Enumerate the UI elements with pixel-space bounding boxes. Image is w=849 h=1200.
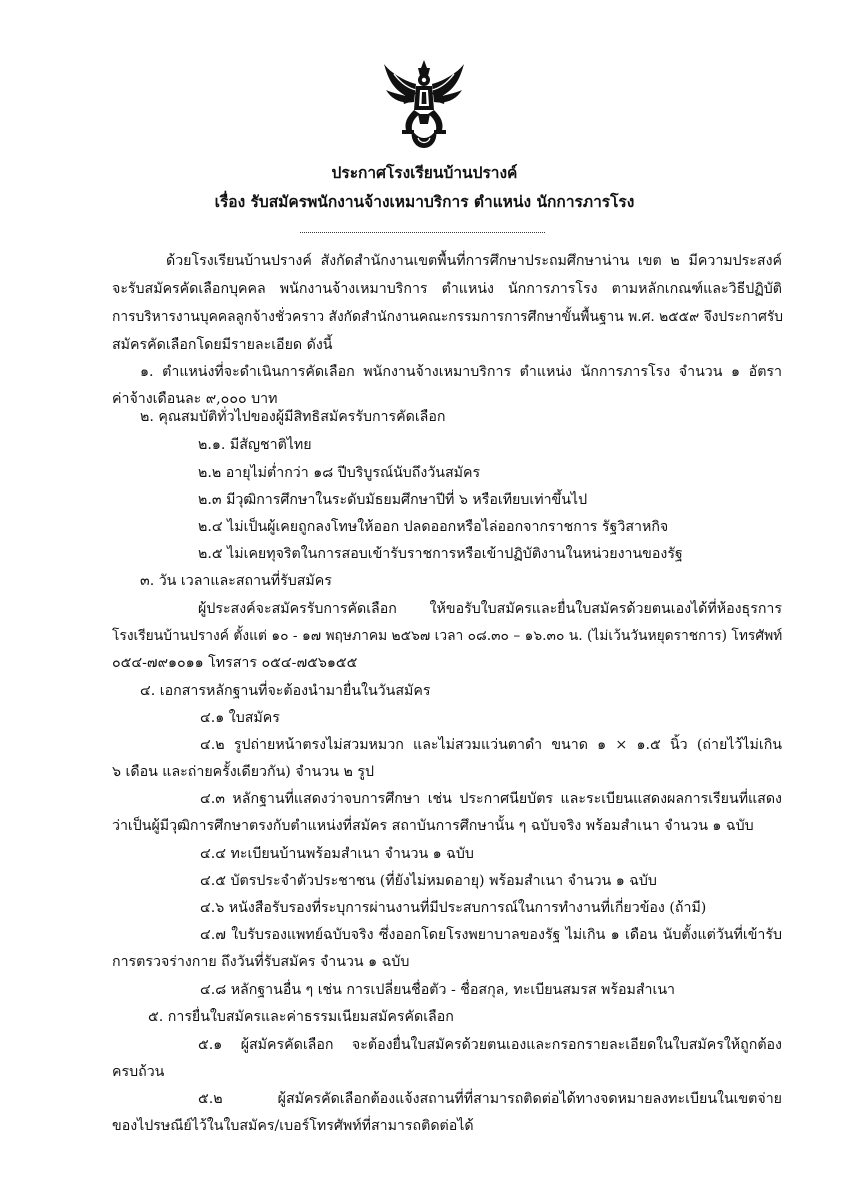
section-3-line-1: ผู้ประสงค์จะสมัครรับการคัดเลือก ให้ขอรับใบสมัครและยื่นใบสมัครด้วยตนเองได้ที่ห้องธุรการ	[198, 601, 782, 617]
section-4-item-2-line-1: ๔.๒ รูปถ่ายหน้าตรงไม่สวมหมวก และไม่สวมแว่นตาดำ ขนาด ๑ × ๑.๕ นิ้ว (ถ่ายไว้ไม่เกิน	[200, 737, 782, 753]
section-2-item-4: ๒.๔ ไม่เป็นผู้เคยถูกลงโทษให้ออก ปลดออกหรือไล่ออกจากราชการ รัฐวิสาหกิจ	[198, 519, 669, 535]
section-4-item-5: ๔.๕ บัตรประจำตัวประชาชน (ที่ยังไม่หมดอายุ) พร้อมสำเนา จำนวน ๑ ฉบับ	[200, 873, 657, 889]
garuda-emblem-icon	[382, 58, 466, 150]
section-4-item-1: ๔.๑ ใบสมัคร	[200, 710, 280, 726]
section-1-line-2: ค่าจ้างเดือนละ ๙,๐๐๐ บาท	[112, 391, 278, 407]
intro-line-1: ด้วยโรงเรียนบ้านปรางค์ สังกัดสำนักงานเขตพื้นที่การศึกษาประถมศึกษาน่าน เขต ๒ มีความประสงค์	[166, 253, 782, 269]
section-1-line-1: ๑. ตำแหน่งที่จะดำเนินการคัดเลือก พนักงานจ้างเหมาบริการ ตำแหน่ง นักการภารโรง จำนวน ๑ อัตรา	[140, 364, 782, 380]
section-4-item-8: ๔.๘ หลักฐานอื่น ๆ เช่น การเปลี่ยนชื่อตัว - ชื่อสกุล, ทะเบียนสมรส พร้อมสำเนา	[200, 982, 675, 998]
intro-line-2: จะรับสมัครคัดเลือกบุคคล พนักงานจ้างเหมาบริการ ตำแหน่ง นักการภารโรง ตามหลักเกณฑ์และวิธีปฏิบัติ	[112, 281, 782, 297]
section-4-item-3-line-2: ว่าเป็นผู้มีวุฒิการศึกษาตรงกับตำแหน่งที่สมัคร สถาบันการศึกษานั้น ๆ ฉบับจริง พร้อมสำเนา จำนวน ๑ ฉบับ	[112, 818, 754, 834]
section-4-item-7-line-2: การตรวจร่างกาย ถึงวันที่รับสมัคร จำนวน ๑ ฉบับ	[112, 954, 410, 970]
section-4-title: ๔. เอกสารหลักฐานที่จะต้องนำมายื่นในวันสมัคร	[140, 683, 431, 699]
section-3-line-2: โรงเรียนบ้านปรางค์ ตั้งแต่ ๑๐ - ๑๗ พฤษภาคม ๒๕๖๗ เวลา ๐๘.๓๐ – ๑๖.๓๐ น. (ไม่เว้นวันหยุดราชการ) โทรศัพท์	[112, 628, 783, 644]
intro-line-3: การบริหารงานบุคคลลูกจ้างชั่วคราว สังกัดสำนักงานคณะกรรมการการศึกษาขั้นพื้นฐาน พ.ศ. ๒๕๕๙ จึงประกาศรับ	[112, 309, 784, 325]
section-2-item-5: ๒.๕ ไม่เคยทุจริตในการสอบเข้ารับราชการหรือเข้าปฏิบัติงานในหน่วยงานของรัฐ	[198, 546, 683, 562]
section-4-item-6: ๔.๖ หนังสือรับรองที่ระบุการผ่านงานที่มีประสบการณ์ในการทำงานที่เกี่ยวข้อง (ถ้ามี)	[200, 900, 707, 916]
section-5-item-1-line-1: ๕.๑ ผู้สมัครคัดเลือก จะต้องยื่นใบสมัครด้วยตนเองและกรอกรายละเอียดในใบสมัครให้ถูกต้อง	[198, 1037, 782, 1053]
section-4-item-7-line-1: ๔.๗ ใบรับรองแพทย์ฉบับจริง ซึ่งออกโดยโรงพยาบาลของรัฐ ไม่เกิน ๑ เดือน นับตั้งแต่วันที่เข้ารับ	[200, 927, 782, 943]
intro-line-4: สมัครคัดเลือกโดยมีรายละเอียด ดังนี้	[112, 337, 333, 353]
section-4-item-2-line-2: ๖ เดือน และถ่ายครั้งเดียวกัน) จำนวน ๒ รูป	[112, 764, 374, 780]
announcement-subject: เรื่อง รับสมัครพนักงานจ้างเหมาบริการ ตำแหน่ง นักการภารโรง	[214, 192, 635, 211]
section-2-item-1: ๒.๑. มีสัญชาติไทย	[198, 437, 312, 453]
section-5-item-2-line-1: ๕.๒ ผู้สมัครคัดเลือกต้องแจ้งสถานที่ที่สามารถติดต่อได้ทางจดหมายลงทะเบียนในเขตจ่าย	[198, 1091, 782, 1107]
section-3-line-3: ๐๕๔-๗๙๑๐๑๑ โทรสาร ๐๕๔-๗๕๖๑๕๕	[112, 655, 358, 671]
section-4-item-3-line-1: ๔.๓ หลักฐานที่แสดงว่าจบการศึกษา เช่น ประกาศนียบัตร และระเบียนแสดงผลการเรียนที่แสดง	[200, 791, 782, 807]
section-2-item-2: ๒.๒ อายุไม่ต่ำกว่า ๑๘ ปีบริบูรณ์นับถึงวันสมัคร	[198, 465, 481, 481]
section-5-item-1-line-2: ครบถ้วน	[112, 1064, 165, 1080]
section-2-item-3: ๒.๓ มีวุฒิการศึกษาในระดับมัธยมศึกษาปีที่ ๖ หรือเทียบเท่าขึ้นไป	[198, 492, 588, 508]
announcement-title: ประกาศโรงเรียนบ้านปรางค์	[331, 163, 518, 182]
section-3-title: ๓. วัน เวลาและสถานที่รับสมัคร	[140, 573, 332, 589]
section-2-title: ๒. คุณสมบัติทั่วไปของผู้มีสิทธิสมัครรับการคัดเลือก	[140, 409, 446, 425]
section-5-title: ๕. การยื่นใบสมัครและค่าธรรมเนียมสมัครคัดเลือก	[148, 1009, 454, 1025]
title-divider	[300, 232, 545, 233]
section-5-item-2-line-2: ของไปรษณีย์ไว้ในใบสมัคร/เบอร์โทรศัพท์ที่สามารถติดต่อได้	[112, 1118, 474, 1134]
section-4-item-4: ๔.๔ ทะเบียนบ้านพร้อมสำเนา จำนวน ๑ ฉบับ	[200, 846, 474, 862]
